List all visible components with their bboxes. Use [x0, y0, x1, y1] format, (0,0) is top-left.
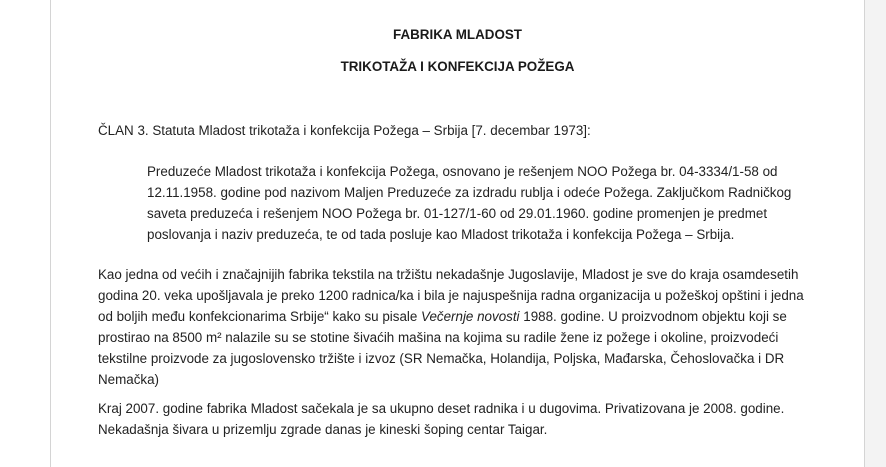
- paragraph-line: godina 20. veka upošljavala je preko 1200 radnica/ka i bila je najuspešnija radna organizacija u požeškoj opštini i jedna: [98, 288, 804, 303]
- paragraph-text: od boljih među konfekcionarima Srbije“ kako su pisale: [98, 309, 422, 324]
- document-page[interactable]: [51, 0, 864, 467]
- body-paragraph: [98, 264, 804, 390]
- quote-line: saveta preduzeća i rešenjem NOO Požega br. 01-127/1-60 od 29.01.1960. godine promenjen je predmet: [147, 206, 768, 221]
- newspaper-name: Večernje novosti: [421, 309, 520, 324]
- article-heading: [98, 120, 591, 141]
- paragraph-line: prostirao na 8500 m² nalazile su se stotine šivaćih mašina na kojima su radile žene iz požege i okoline, proizvodeći: [98, 330, 779, 345]
- quote-line: 12.11.1958. godine pod nazivom Maljen Preduzeće za izdradu rublja i odeće Požega. Zaključkom Radničkog: [147, 185, 792, 200]
- paragraph-line: [98, 306, 804, 327]
- article-heading-text: ČLAN 3. Statuta Mladost trikotaža i konfekcija Požega – Srbija [7. decembar 1973]:: [98, 123, 591, 138]
- paragraph-line: tekstilne proizvode za jugoslovensko tržište i izvoz (SR Nemačka, Holandija, Poljska, Mađarska, Čehoslovačka i DR: [98, 351, 785, 366]
- workspace-background: [865, 0, 886, 467]
- quote-line: Preduzeće Mladost trikotaža i konfekcija Požega, osnovano je rešenjem NOO Požega br. 04-3334/1-58 od: [147, 164, 778, 179]
- paragraph-text: 1988. godine. U proizvodnom objektu koji se: [519, 309, 787, 324]
- paragraph-line: Nemačka): [98, 372, 160, 387]
- paragraph-line: Kao jedna od većih i značajnijih fabrika tekstila na tržištu nekadašnje Jugoslavije, Mladost je sve do kraja osamdesetih: [98, 267, 799, 282]
- paragraph-line: Kraj 2007. godine fabrika Mladost sačekala je sa ukupno deset radnika i u dugovima. Privatizovana je 2008. godine.: [98, 401, 785, 416]
- block-quote: [147, 161, 791, 245]
- document-subtitle: TRIKOTAŽA I KONFEKCIJA POŽEGA: [340, 59, 575, 74]
- paragraph-line: Nekadašnja šivara u prizemlju zgrade danas je kineski šoping centar Taigar.: [98, 422, 548, 437]
- quote-line: poslovanja i naziv preduzeća, te od tada posluje kao Mladost trikotaža i konfekcija Požega – Srbija.: [147, 227, 735, 242]
- document-title: FABRIKA MLADOST: [393, 27, 522, 42]
- body-paragraph: [98, 398, 784, 440]
